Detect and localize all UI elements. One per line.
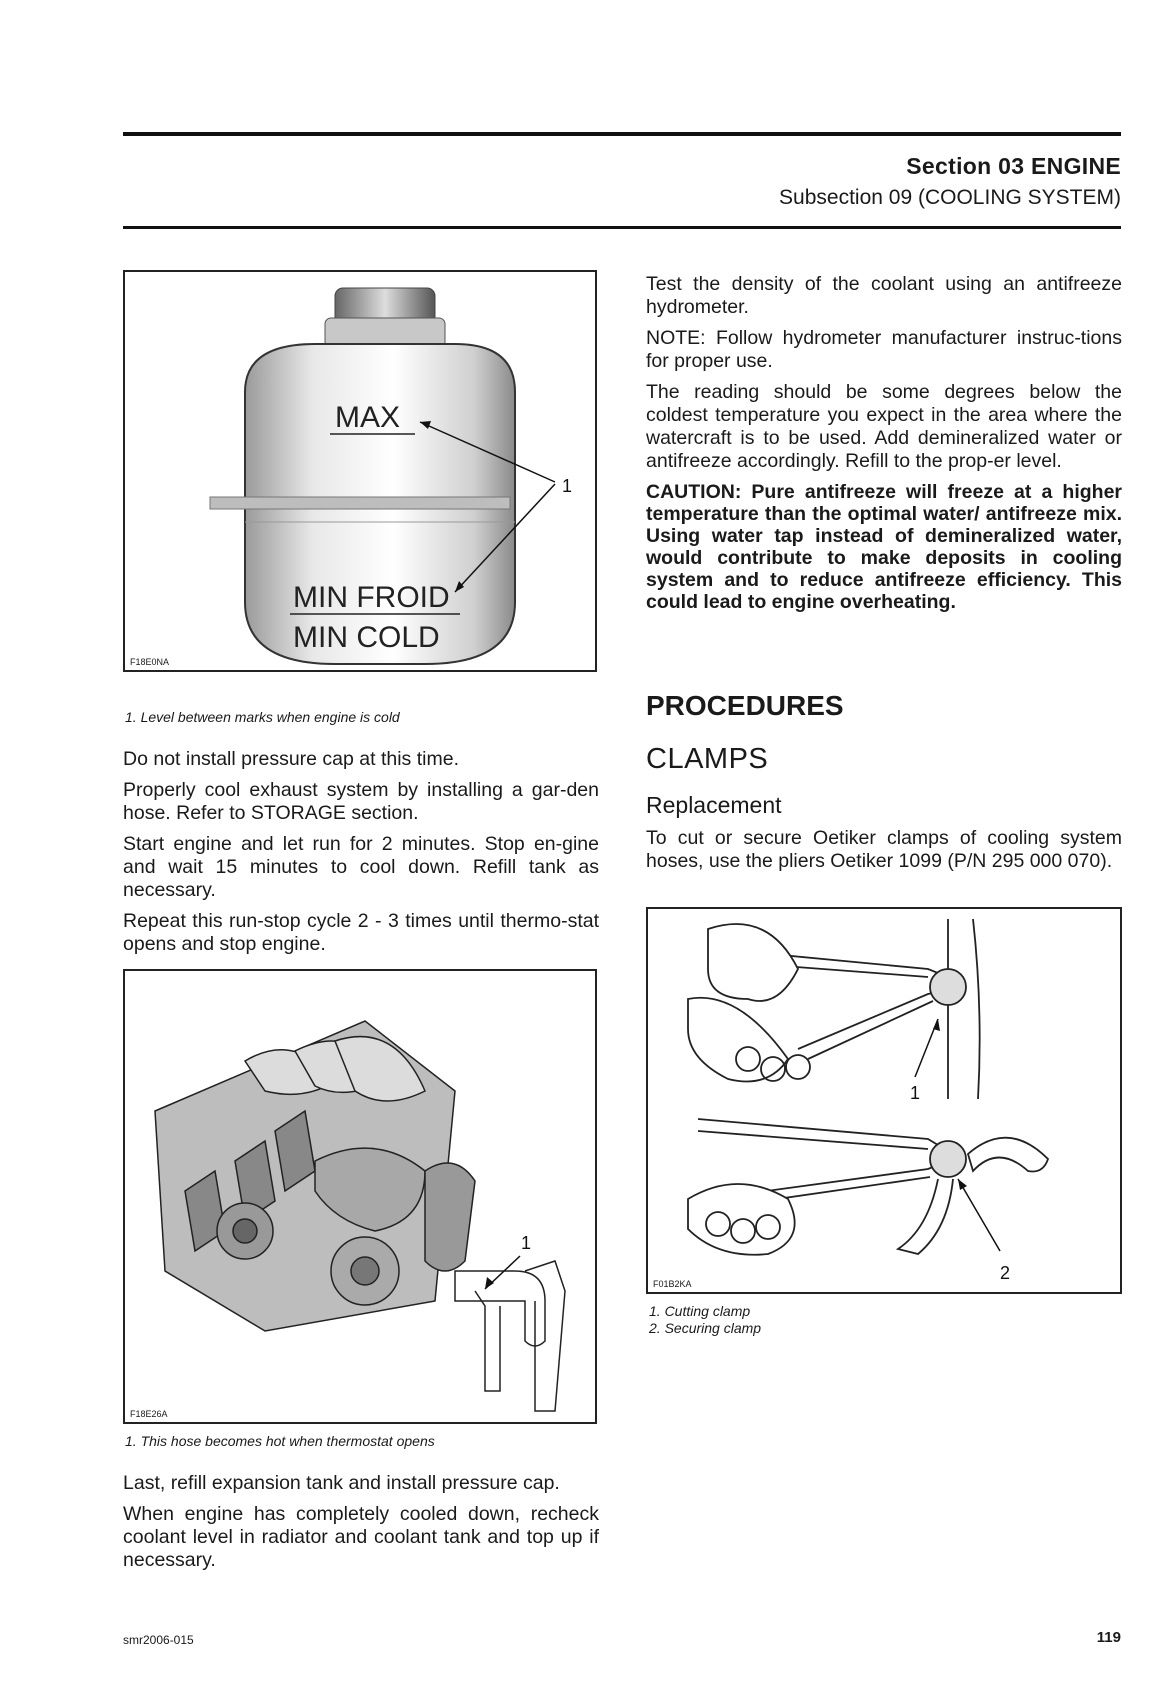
- paragraph: The reading should be some degrees below the coldest temperature you expect in the area where the watercraft is to be used. Add demineralized water or antifreeze accordingly. Refill to the prop-er level.: [646, 381, 1122, 472]
- header-bottom-rule: [123, 226, 1121, 229]
- paragraph: Test the density of the coolant using an antifreeze hydrometer.: [646, 273, 1122, 318]
- header-top-rule: [123, 132, 1121, 136]
- paragraph: Do not install pressure cap at this time.: [123, 748, 459, 770]
- figure-code: F18E0NA: [130, 657, 170, 667]
- note: NOTE: Follow hydrometer manufacturer instruc-tions for proper use.: [646, 327, 1122, 372]
- figure-engine: [123, 969, 597, 1424]
- left-text-block: [123, 748, 599, 964]
- callout-2: 2: [1000, 1263, 1011, 1283]
- page-number: 119: [1096, 1629, 1121, 1646]
- callout-1: 1: [910, 1083, 921, 1103]
- figure-caption: 1. This hose becomes hot when thermostat opens: [125, 1433, 435, 1449]
- figure-caption: 1. Level between marks when engine is cold: [125, 709, 400, 725]
- paragraph: Last, refill expansion tank and install pressure cap.: [123, 1472, 560, 1494]
- figure-coolant-tank: [123, 270, 597, 672]
- procedures-heading-block: [646, 690, 1122, 722]
- callout-1: 1: [521, 1233, 532, 1253]
- callout-1: 1: [562, 476, 573, 496]
- figure-caption: [649, 1303, 761, 1337]
- engine-illustration: [125, 971, 595, 1422]
- right-text-block: [646, 273, 1122, 613]
- caution-notice: CAUTION: Pure antifreeze will freeze at a higher temperature than the optimal water/ antifreeze mix. Using water tap instead of demineralized water, would contribute to make deposits in cooling system and to reduce antifreeze efficiency. This could lead to engine overheating.: [646, 481, 1122, 613]
- section-title: Section 03 ENGINE: [906, 153, 1121, 179]
- clamps-heading-block: [646, 743, 1122, 776]
- figure-code: F01B2KA: [653, 1279, 692, 1289]
- paragraph: When engine has completely cooled down, recheck coolant level in radiator and coolant tank and top up if necessary.: [123, 1503, 599, 1571]
- paragraph: Properly cool exhaust system by installing a gar-den hose. Refer to STORAGE section.: [123, 779, 599, 824]
- min-cold-label: MIN COLD: [293, 621, 440, 654]
- max-label: MAX: [335, 401, 401, 434]
- figure-pliers: [646, 907, 1122, 1294]
- heading-clamps: CLAMPS: [646, 743, 769, 775]
- left-closing-text: [123, 1472, 599, 1580]
- min-froid-label: MIN FROID: [293, 581, 450, 614]
- heading-replacement: Replacement: [646, 792, 782, 818]
- subsection-title: Subsection 09 (COOLING SYSTEM): [779, 186, 1121, 209]
- caption-line-1: 1. Cutting clamp: [649, 1303, 751, 1319]
- replacement-text-block: [646, 827, 1122, 881]
- pliers-illustration: [648, 909, 1120, 1292]
- replacement-heading-block: [646, 792, 1122, 819]
- paragraph: Repeat this run-stop cycle 2 - 3 times until thermo-stat opens and stop engine.: [123, 910, 599, 955]
- caption-line-2: 2. Securing clamp: [649, 1320, 762, 1336]
- figure-code: F18E26A: [130, 1409, 168, 1419]
- paragraph: Start engine and let run for 2 minutes. Stop en-gine and wait 15 minutes to cool down. Refill tank as necessary.: [123, 833, 599, 901]
- coolant-tank-illustration: [125, 272, 595, 670]
- heading-procedures: PROCEDURES: [646, 690, 844, 721]
- paragraph: To cut or secure Oetiker clamps of cooling system hoses, use the pliers Oetiker 1099 (P/N 295 000 070).: [646, 827, 1122, 872]
- document-code: smr2006-015: [123, 1633, 194, 1647]
